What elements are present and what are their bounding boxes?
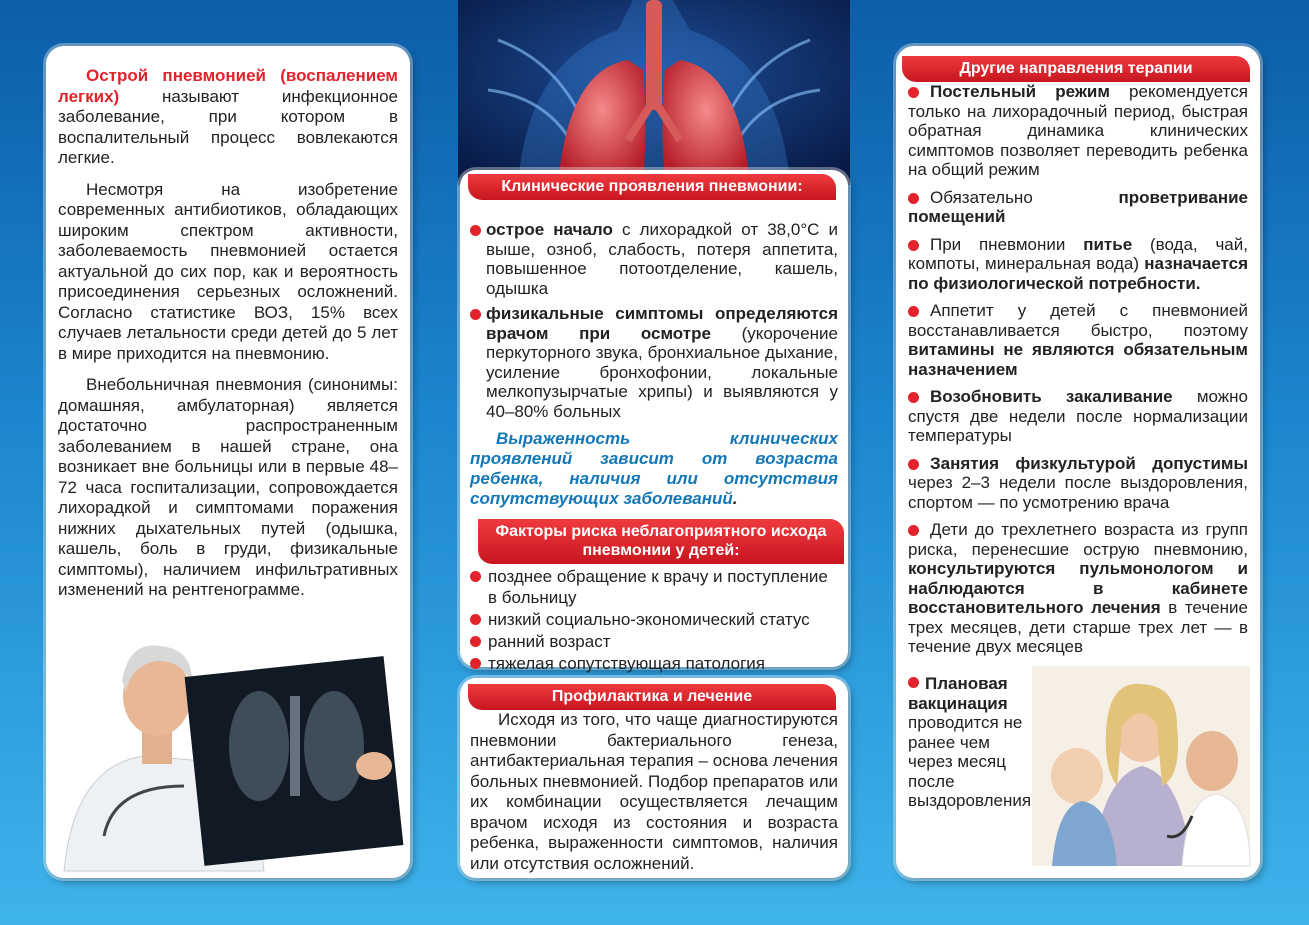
therapy-item-bold: Занятия физкультурой допустимы	[930, 453, 1248, 473]
bullet-icon	[908, 392, 919, 403]
therapy-item	[908, 82, 1248, 180]
risk-item	[470, 653, 838, 674]
clinical-item	[470, 220, 838, 298]
prevention-text: Исходя из того, что чаще диагностируются пневмонии бактериального генеза, антибактериальная терапия – основа лечения больных пневмонией. Подбор препаратов или их комбинации осуществляется лечащим врачом исходя из состояния и возраста ребенка, выраженности симптомов, наличия или отсутствия осложнений.	[470, 710, 838, 873]
definition-term: Острой пневмонией (воспалением легких)	[58, 66, 398, 106]
therapy-item-text: При пневмонии	[930, 234, 1084, 254]
risk-item-text: низкий социально-экономический статус	[488, 610, 810, 629]
risk-item-text: позднее обращение к врачу и поступление в больницу	[488, 567, 828, 607]
therapy-item-bold: витамины не являются обязательным назначением	[908, 340, 1248, 379]
bullet-icon	[908, 459, 919, 470]
therapy-item-bold: Плановая вакцинация	[908, 674, 1008, 713]
bullet-icon	[470, 309, 481, 320]
bullet-icon	[470, 658, 481, 669]
therapy-item-text: Обязательно	[930, 187, 1119, 207]
clinical-item-text: с лихорадкой от 38,0°С и выше, озноб, слабость, потеря аппетита, повышенное потоотделение, кашель, одышка	[486, 220, 838, 298]
therapy-item-bold: проветривание помещений	[908, 187, 1248, 226]
risk-title: Факторы риска неблагоприятного исхода пневмонии у детей:	[478, 519, 844, 564]
therapy-item-text: проводится не ранее чем через месяц после выздоровления	[908, 713, 1032, 810]
intro-paragraph-2: Несмотря на изобретение современных антибиотиков, обладающих широким спектром активности, заболеваемость пневмонией остается актуальной до сих пор, как и вероятность присоединения серьезных осложнений. Согласно статистике ВОЗ, 15% всех случаев летальности среди детей до 5 лет в мире приходится на пневмонию.	[58, 179, 398, 363]
bullet-icon	[908, 677, 919, 688]
bullet-icon	[470, 636, 481, 647]
therapy-item	[908, 520, 1248, 656]
vaccination-item	[908, 674, 1032, 811]
risk-item	[470, 609, 838, 630]
therapy-item	[908, 387, 1248, 446]
intro-panel	[46, 46, 410, 878]
therapy-item	[908, 301, 1248, 379]
therapy-item	[908, 188, 1248, 227]
intro-paragraph-3: Внебольничная пневмония (синонимы: домашняя, амбулаторная) является достаточно распространенным заболеванием в нашей стране, она возникает вне больницы или в первые 48–72 часа госпитализации, сопровождается лихорадкой и симптомами поражения нижних дыхательных путей (одышка, кашель, боль в груди, физикальные симптомы), наличием инфильтративных изменений на рентгенограмме.	[58, 375, 398, 599]
therapy-item-text: рекомендуется только на лихорадочный период, быстрая обратная динамика клинических симптомов позволяет переводить ребенка на общий режим	[908, 82, 1248, 179]
therapy-item-text: (вода, чай, компоты, минеральная вода)	[908, 234, 1248, 273]
lungs-illustration	[458, 0, 850, 185]
prevention-panel	[460, 678, 848, 878]
therapy-item-text: Дети до трехлетнего возраста из групп риска, перенесшие острую пневмонию,	[908, 520, 1248, 559]
clinical-title: Клинические проявления пневмонии:	[468, 174, 836, 200]
prevention-title: Профилактика и лечение	[468, 684, 836, 710]
risk-item-text: тяжелая сопутствующая патология	[488, 654, 765, 673]
therapy-item-bold: назначается по физиологической потребности.	[908, 254, 1248, 293]
therapy-item	[908, 454, 1248, 513]
bullet-icon	[470, 571, 481, 582]
clinical-item-bold: физикальные симптомы определяются врачом при осмотре	[486, 304, 838, 343]
doctor-xray-illustration	[54, 636, 404, 871]
bullet-icon	[908, 306, 919, 317]
clinical-note	[470, 429, 838, 509]
definition-text: называют инфекционное заболевание, при котором в воспалительный процесс вовлекаются легкие.	[58, 86, 398, 167]
clinical-note-text: Выраженность клинических проявлений зависит от возраста ребенка, наличия или отсутствия сопутствующих заболеваний	[470, 429, 838, 508]
clinical-panel	[460, 170, 848, 673]
clinical-item	[470, 304, 838, 421]
therapy-item-text: можно спустя две недели после нормализации температуры	[908, 387, 1249, 445]
therapy-item-text: через 2–3 недели после выздоровления, спортом — по усмотрению врача	[908, 473, 1248, 512]
therapy-item-bold: Возобновить закаливание	[930, 387, 1173, 406]
therapy-item-bold: консультируются пульмонологом и наблюдаются в кабинете восстановительного лечения	[908, 559, 1248, 617]
therapy-panel	[896, 46, 1260, 878]
bullet-icon	[470, 225, 481, 236]
bullet-icon	[908, 193, 919, 204]
clinical-note-end: .	[732, 489, 738, 508]
therapy-item-bold: питье	[1083, 234, 1133, 254]
bullet-icon	[470, 614, 481, 625]
therapy-item-bold: Постельный режим	[930, 82, 1110, 101]
therapy-item-text: в течение трех месяцев, дети старше трех лет — в течение двух месяцев	[908, 598, 1248, 656]
risk-item-text: ранний возраст	[488, 632, 611, 651]
bullet-icon	[908, 240, 919, 251]
therapy-item	[908, 235, 1248, 294]
risk-item	[470, 631, 838, 652]
therapy-item-text: Аппетит у детей с пневмонией восстанавливается быстро, поэтому	[908, 301, 1248, 340]
clinical-item-bold: острое начало	[486, 220, 613, 239]
bullet-icon	[908, 525, 919, 536]
intro-paragraph-1	[58, 66, 398, 169]
doctor-child-photo	[1032, 666, 1250, 866]
bullet-icon	[908, 87, 919, 98]
risk-item	[470, 566, 838, 608]
clinical-item-text: (укорочение перкуторного звука, бронхиальное дыхание, усиление бронхофонии, локальные мелкопузырчатые хрипы) и выявляются у 40–80% больных	[486, 323, 838, 421]
therapy-title: Другие направления терапии	[902, 56, 1250, 82]
